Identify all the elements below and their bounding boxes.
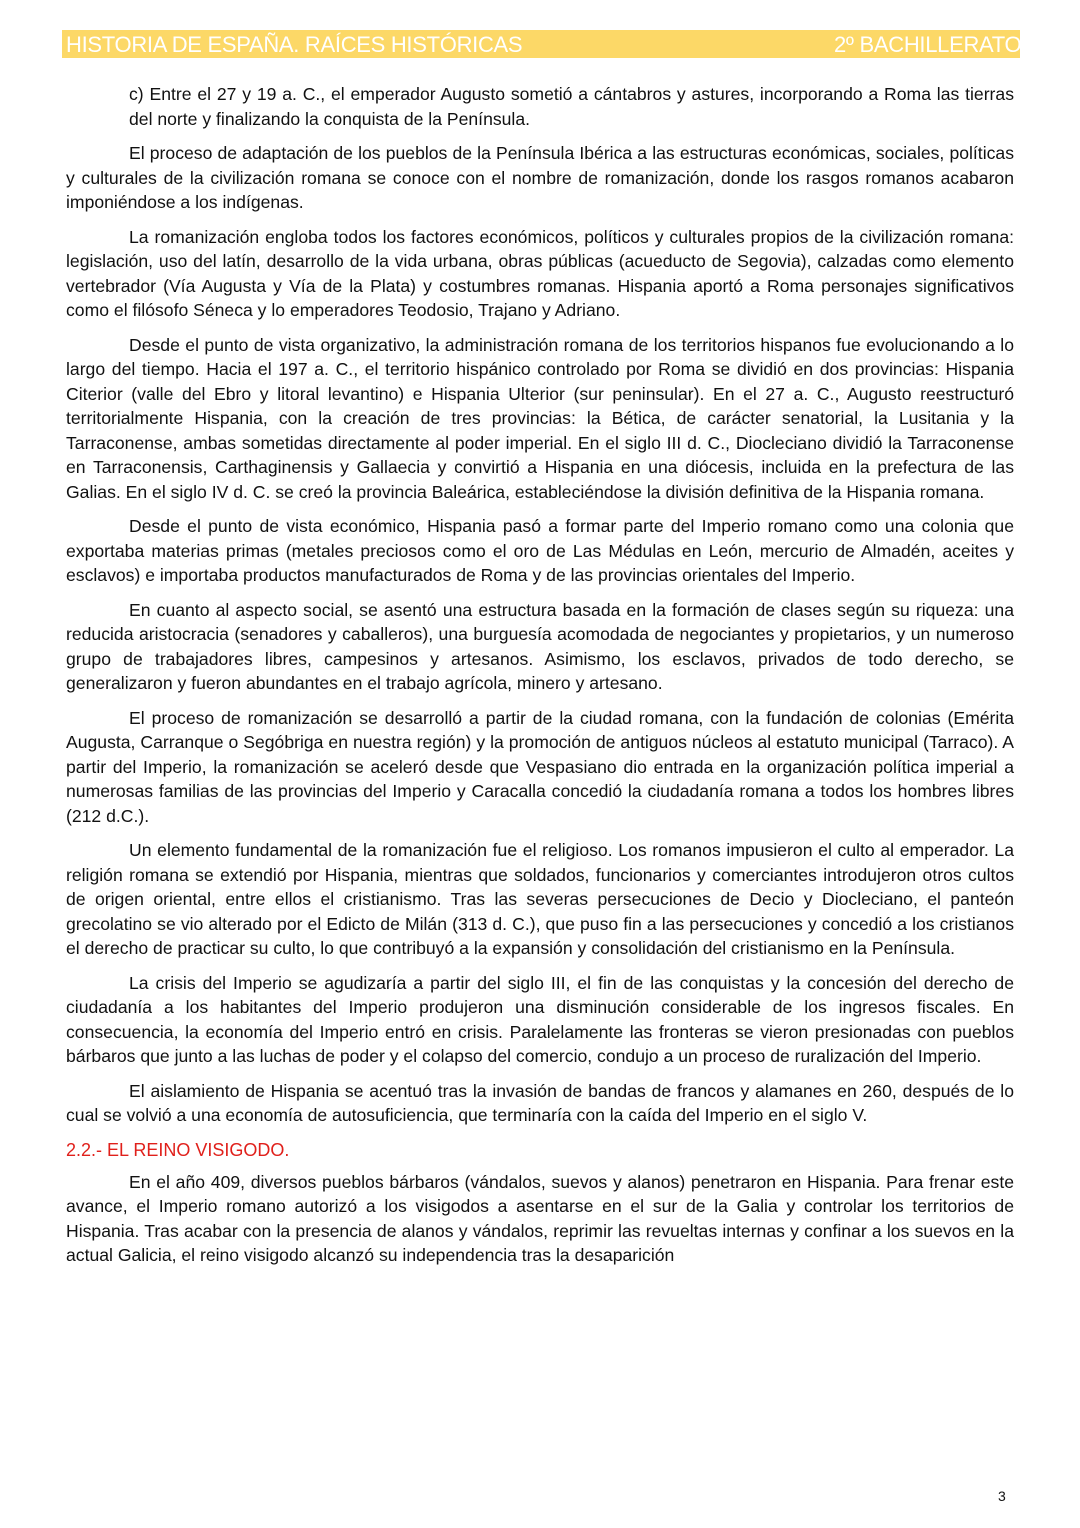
paragraph-society: En cuanto al aspecto social, se asentó una estructura basada en la formación de clases según su riqueza: una reducida aristocracia (senadores y caballeros), una burguesía acomodada de negociantes y propietarios, y un numeroso grupo de trabajadores libres, campesinos y artesanos. Asimismo, los esclavos, privados de todo derecho, se generalizaron y fueron abundantes en el trabajo agrícola, minero y artesano. [66,599,1014,693]
paragraph-romanization-definition: El proceso de adaptación de los pueblos de la Península Ibérica a las estructuras económicas, sociales, políticas y culturales de la civilización romana se conoce con el nombre de romanización, donde los rasgos romanos acabaron imponiéndose a los indígenas. [66,143,1014,212]
paragraph-cities: El proceso de romanización se desarrolló a partir de la ciudad romana, con la fundación de colonias (Emérita Augusta, Carranque o Segóbriga en nuestra región) y la promoción de antiguos núcleos al estatuto municipal (Tarraco). A partir del Imperio, la romanización se aceleró desde que Vespasiano dio entrada en la organización política imperial a numerosas familias de las provincias del Imperio y Caracalla concedió la ciudadanía romana a todos los hombres libres (212 d.C.). [66,707,1014,826]
document-body [66,82,1014,1278]
paragraph-isolation: El aislamiento de Hispania se acentuó tras la invasión de bandas de francos y alamanes en 260, después de lo cual se volvió a una economía de autosuficiencia, que terminaría con la caída del Imperio en el siglo V. [66,1080,1014,1125]
header-course: 2º BACHILLERATO [834,32,1022,57]
paragraph-economy: Desde el punto de vista económico, Hispania pasó a formar parte del Imperio romano como una colonia que exportaba materias primas (metales preciosos como el oro de Las Médulas en León, mercurio de Almadén, aceites y esclavos) e importaba productos manufacturados de Roma y de las provincias orientales del Imperio. [66,516,1014,585]
paragraph-administration: Desde el punto de vista organizativo, la administración romana de los territorios hispanos fue evolucionando a lo largo del tiempo. Hacia el 197 a. C., el territorio hispánico controlado por Roma se dividió en dos provincias: Hispania Citerior (valle del Ebro y litoral levantino) e Hispania Ulterior (sur peninsular). En el 27 a. C., Augusto reestructuró territorialmente Hispania, con la creación de tres provincias: la Bética, de carácter senatorial, la Lusitania y la Tarraconense, ambas sometidas directamente al poder imperial. En el siglo III d. C., Diocleciano dividió la Tarraconense en Tarraconensis, Carthaginensis y Gallaecia y convirtió a Hispania en una diócesis, incluida en la prefectura de las Galias. En el siglo IV d. C. se creó la provincia Baleárica, estableciéndose la división definitiva de la Hispania romana. [66,334,1014,502]
paragraph-crisis: La crisis del Imperio se agudizaría a partir del siglo III, el fin de las conquistas y la concesión del derecho de ciudadanía a los habitantes del Imperio produjeron una disminución considerable de los ingresos fiscales. En consecuencia, la economía del Imperio entró en crisis. Paralelamente las fronteras se vieron presionadas con pueblos bárbaros que junto a las luchas de poder y el colapso del comercio, condujo a un proceso de ruralización del Imperio. [66,972,1014,1066]
page-header [62,30,1020,58]
page-number: 3 [998,1488,1006,1504]
list-item-c: c) Entre el 27 y 19 a. C., el emperador Augusto sometió a cántabros y astures, incorporando a Roma las tierras del norte y finalizando la conquista de la Península. [129,84,1014,129]
paragraph-religion: Un elemento fundamental de la romanización fue el religioso. Los romanos impusieron el culto al emperador. La religión romana se extendió por Hispania, mientras que soldados, funcionarios y comerciantes introdujeron otros cultos de origen oriental, entre ellos el cristianismo. Tras las severas persecuciones de Decio y Diocleciano, el panteón grecolatino se vio alterado por el Edicto de Milán (313 d. C.), que puso fin a las persecuciones y concedió a los cristianos el derecho de practicar su culto, lo que contribuyó a la expansión y consolidación del cristianismo en la Península. [66,840,1014,958]
section-heading: 2.2.- EL REINO VISIGODO. [66,1139,290,1160]
header-title: HISTORIA DE ESPAÑA. RAÍCES HISTÓRICAS [66,32,523,57]
paragraph-romanization-factors: La romanización engloba todos los factores económicos, políticos y culturales propios de la civilización romana: legislación, uso del latín, desarrollo de la vida urbana, obras públicas (acueducto de Segovia), calzadas como elemento vertebrador (Vía Augusta y Vía de la Plata) y costumbres romanas. Hispania aportó a Roma personajes significativos como el filósofo Séneca y lo emperadores Teodosio, Trajano y Adriano. [66,226,1014,320]
paragraph-visigoths: En el año 409, diversos pueblos bárbaros (vándalos, suevos y alanos) penetraron en Hispania. Para frenar este avance, el Imperio romano autorizó a los visigodos a asentarse en el sur de la Galia y controlar los territorios de Hispania. Tras acabar con la presencia de alanos y vándalos, reprimir las revueltas internas y confinar a los suevos en la actual Galicia, el reino visigodo alcanzó su independencia tras la desaparición [66,1171,1014,1265]
